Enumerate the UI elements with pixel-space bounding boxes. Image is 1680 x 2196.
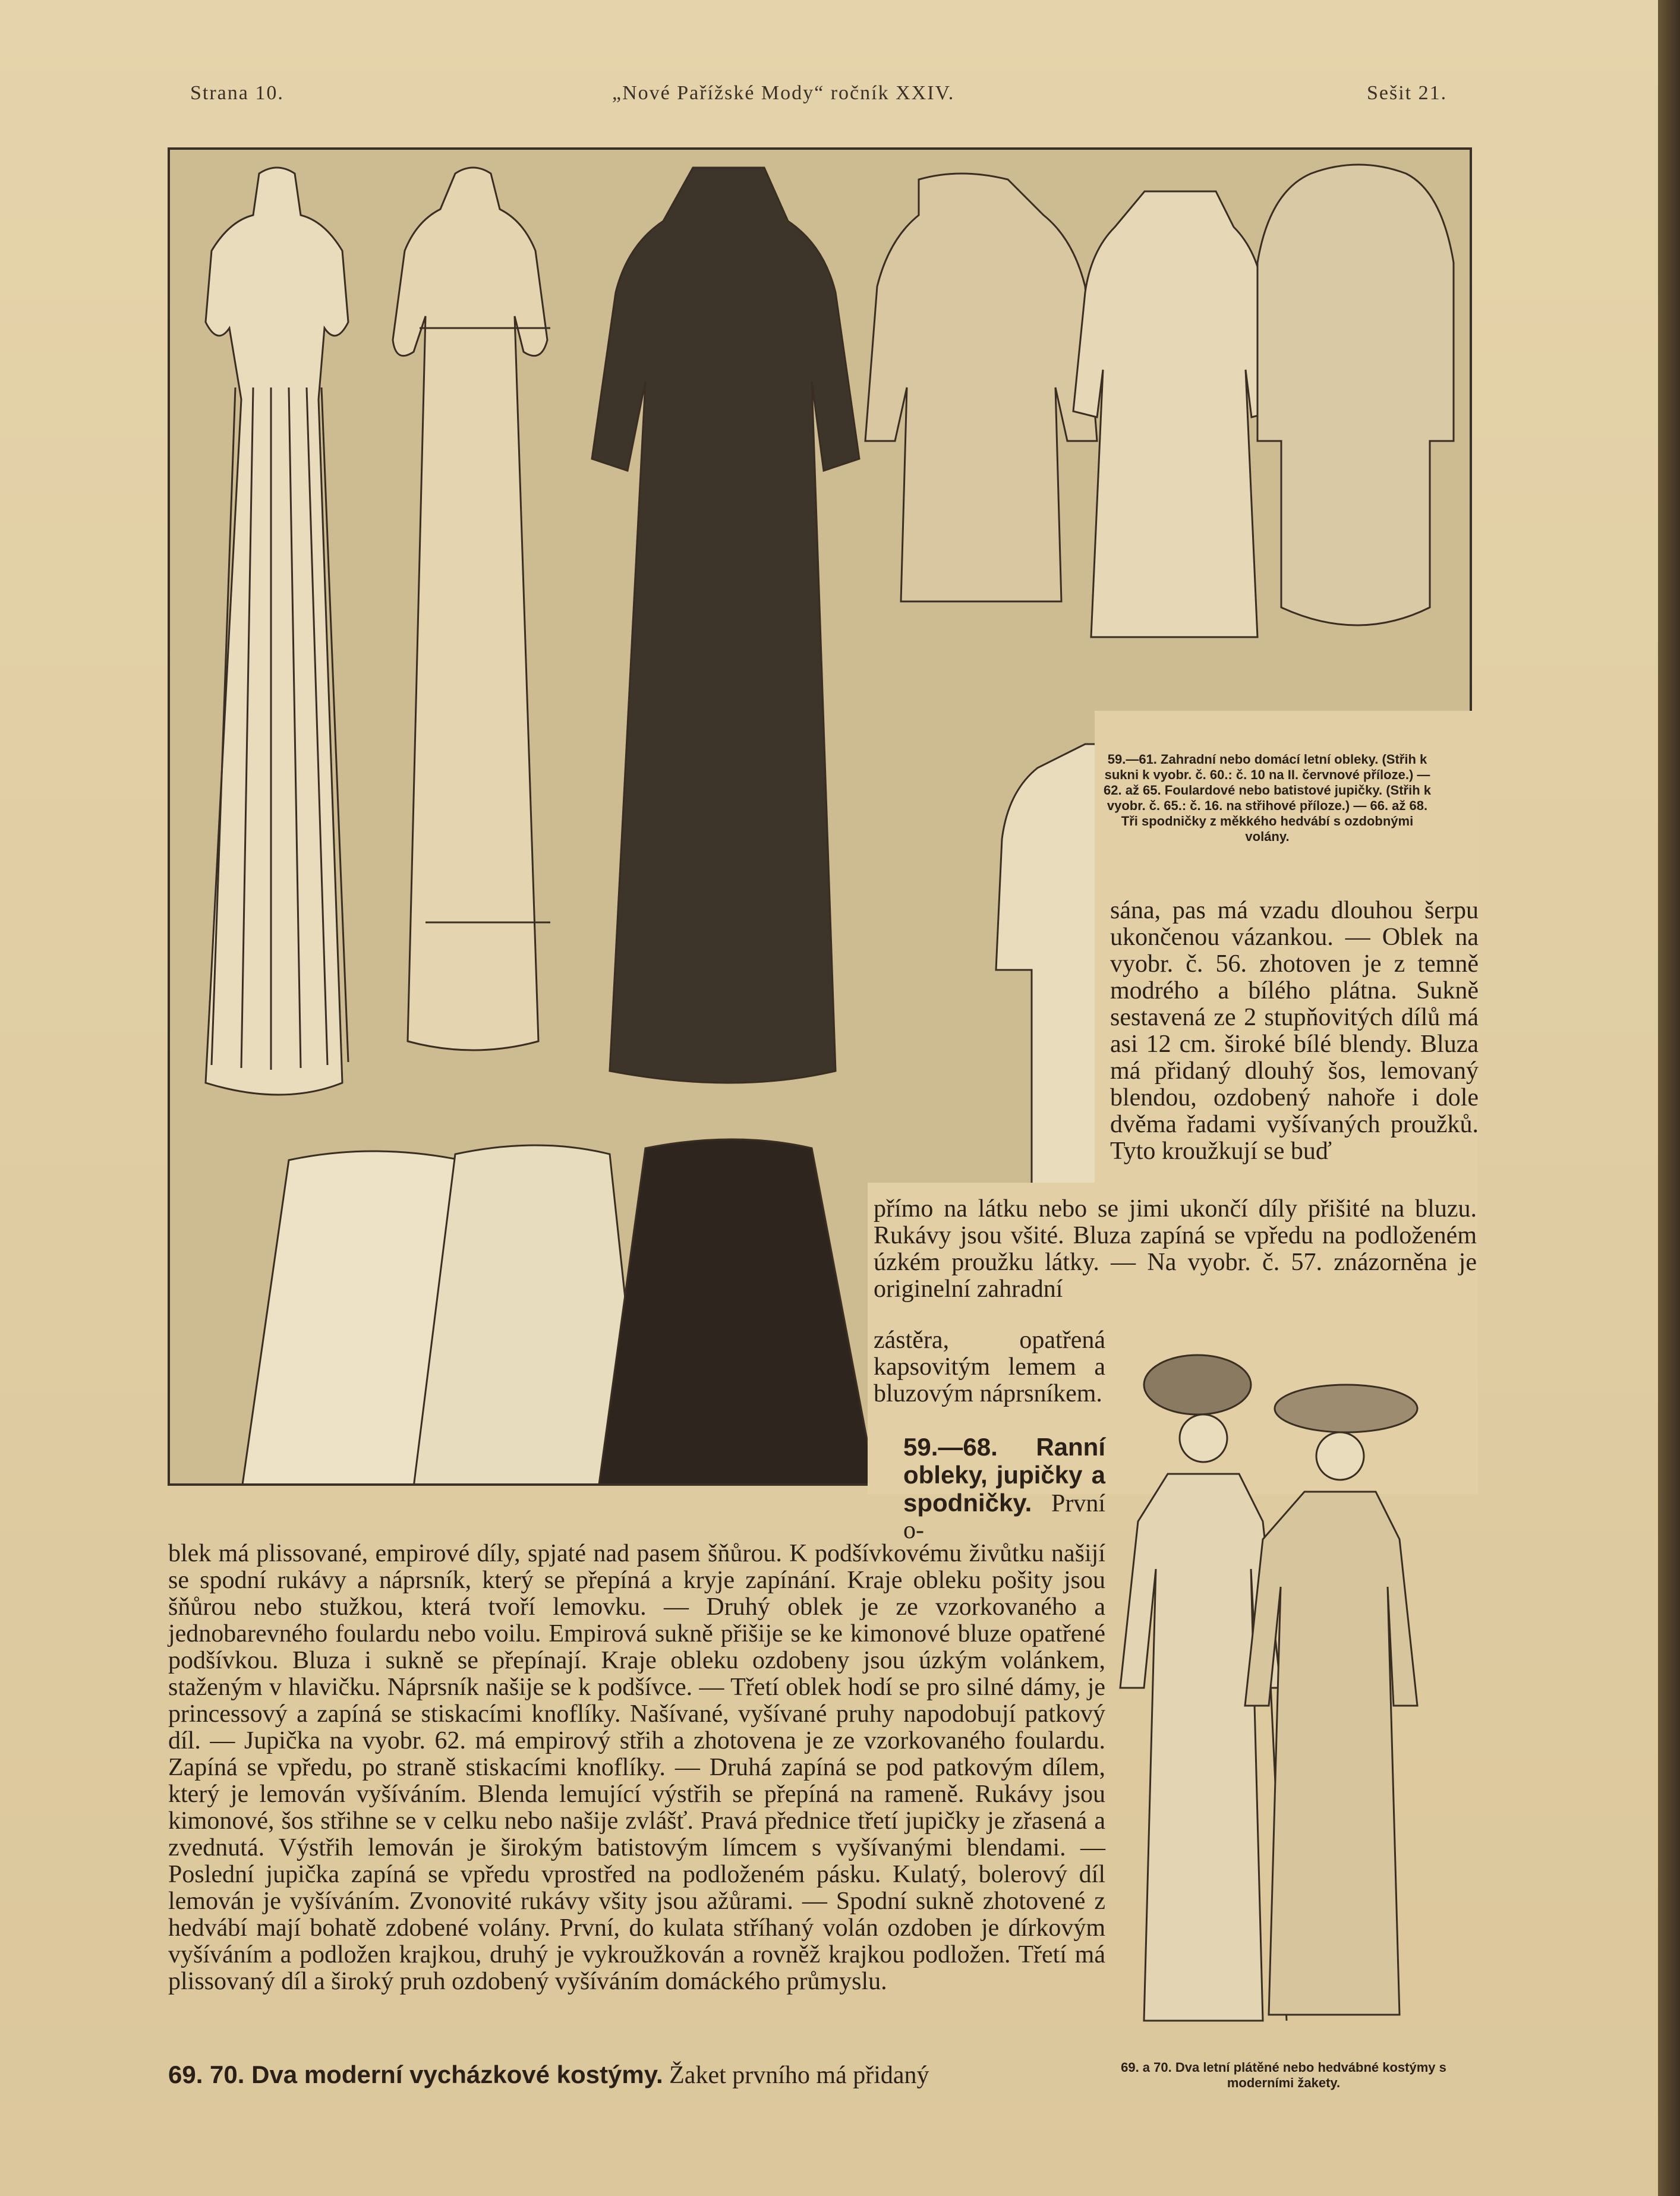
figure-caption-69-70: 69. a 70. Dva letní plátěné nebo hedvábné kostýmy s moderními žakety. — [1121, 2060, 1446, 2090]
section-heading-paragraph — [903, 1433, 1105, 1544]
issue-number: Sešit 21. — [1367, 82, 1448, 104]
gown-patterned-wrap — [393, 168, 550, 1050]
article-column-right — [1110, 897, 1479, 1165]
article-final-line — [168, 2061, 1105, 2089]
final-text: Žaket prvního má přidaný — [669, 2062, 929, 2089]
running-header — [178, 82, 1474, 118]
figure-caption-59-68: 59.—61. Zahradní nebo domácí letní obleky. (Střih k sukni k vyobr. č. 60.: č. 10 na II. červnové příloze.) — 62. až 65. Foulardové nebo batistové jupičky. (Střih k vyobr. č. 65.: č. 16. na střihové příloze.) — 66. až 68. Tři spodničky z měkkého hedvábí s ozdobnými volány. — [1104, 752, 1431, 844]
article-narrow-block — [874, 1327, 1105, 1407]
final-heading: 69. 70. Dva moderní vycházkové kostýmy. — [168, 2060, 663, 2088]
head-left — [1180, 1414, 1227, 1462]
gown-dark-coat — [592, 168, 859, 1083]
article-main-body — [168, 1540, 1105, 1995]
page-binding-edge — [1658, 0, 1680, 2196]
petticoat-3 — [598, 1139, 877, 1483]
figure-left — [1120, 1474, 1281, 2021]
costume-drawings — [1114, 1337, 1447, 2050]
paragraph-main: blek má plissované, empirové díly, spjaté nad pasem šňůrou. K podšívkovému živůtku našijí se spodní rukávy a náprsník, který se přepíná a kryje zapínání. Kraje obleku pošity jsou šňůrou nebo stužkou, která tvoří lemovku. — Druhý oblek je ze vzorkovaného a jednobarevného foulardu nebo voilu. Empirová sukně přišije se ke kimonové bluze opatřené podšívkou. Bluza i sukně se přepínají. Kraje obleku ozdobeny jsou úzkým volánkem, staženým v hlavičku. Náprsník našije se k podšívce. — Třetí oblek hodí se pro silné dámy, je princessový a zapíná se stiskacími knoflíky. Našívané, vyšívané pruhy napodobují patkový díl. — Jupička na vyobr. 62. má empirový střih a zhotovena je ze vzorkovaného foulardu. Zapíná se vpředu, po straně stiskacími knoflíky. — Druhá zapíná se pod patkovým dílem, který je lemován vyšíváním. Blenda lemující výstřih se přepíná na rameně. Rukávy jsou kimonové, šos střihne se v celku nebo našije zvlášť. Pravá přednice třetí jupičky je zřasená a zvednutá. Výstřih lemován je širokým batistovým límcem s vyšívanými blendami. — Poslední jupička zapíná se vpředu vprostřed na podloženém pásku. Kulatý, bolerový díl lemován je vyšíváním. Zvonovité rukávy všity jsou ažůrami. — Spodní sukně zhotovené z hedvábí mají bohatě zdobené volány. První, do kulata stříhaný volán ozdoben je dírkovým vyšíváním a podložen krajkou, druhý je vykroužkován a rovněž krajkou podložen. Třetí má plissovaný díl a široký pruh ozdobený vyšíváním domáckého průmyslu. — [168, 1540, 1105, 1995]
final-paragraph — [168, 2061, 1105, 2089]
tunic-square-neck — [1073, 191, 1275, 637]
head-right — [1316, 1432, 1364, 1480]
figure-right — [1245, 1492, 1417, 2015]
paragraph-narrow: zástěra, opatřená kapsovitým lemem a bluzovým náprsníkem. — [874, 1327, 1105, 1407]
section-heading-block — [903, 1433, 1105, 1544]
publication-title: „Nové Pařížské Mody“ ročník XXIV. — [612, 82, 955, 104]
gown-pleated — [206, 168, 348, 1095]
walking-costumes-illustration — [1114, 1337, 1447, 2050]
jacket-lace-collar — [865, 174, 1097, 601]
article-wide-block — [874, 1196, 1477, 1303]
section-start-text: První o- — [903, 1490, 1105, 1544]
hat-right — [1275, 1385, 1417, 1432]
section-heading: 59.—68. Ranní obleky, jupičky a spodničky. — [903, 1433, 1105, 1517]
page-number: Strana 10. — [190, 82, 284, 104]
shawl-wrap-jacket — [1257, 165, 1454, 625]
hat-left — [1144, 1355, 1251, 1414]
paragraph-right: sána, pas má vzadu dlouhou šerpu ukončenou vázankou. — Oblek na vyobr. č. 56. zhotoven je z temně modrého a bílého plátna. Sukně sestavená ze 2 stupňovitých dílů má asi 12 cm. široké bílé blendy. Bluza má přidaný dlouhý šos, lemovaný blendou, ozdobený nahoře i dole dvěma řadami vyšívaných proužků. Tyto kroužkují se buď — [1110, 897, 1479, 1165]
paragraph-wide: přímo na látku nebo se jimi ukončí díly přišité na bluzu. Rukávy jsou všité. Bluza zapíná se vpředu na podloženém úzkém proužku látky. — Na vyobr. č. 57. znázorněna je originelní zahradní — [874, 1195, 1477, 1303]
